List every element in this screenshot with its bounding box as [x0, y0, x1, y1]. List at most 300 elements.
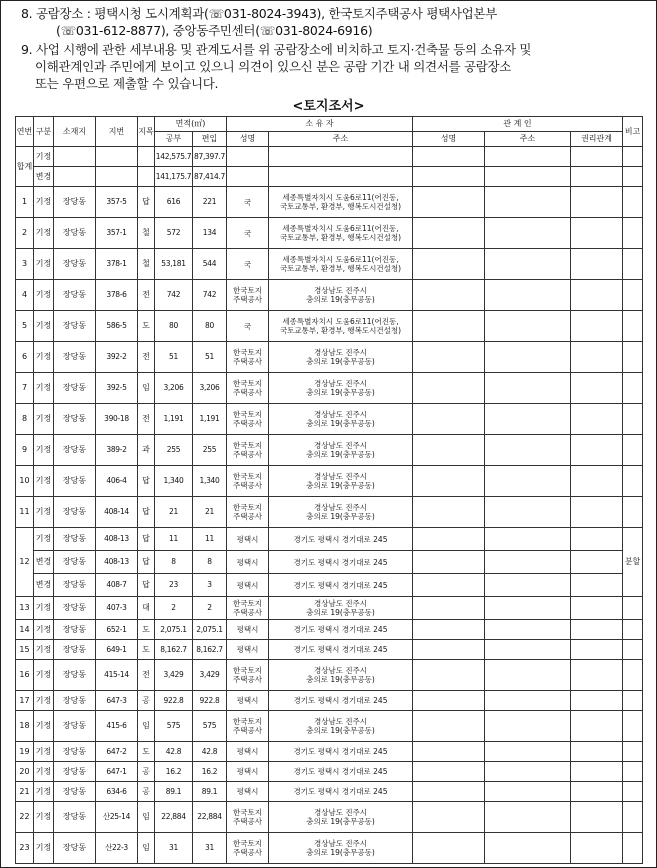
- row-owner-address: 경상남도 진주시 충의로 19(충무공동): [269, 466, 413, 497]
- row-type: 기정: [34, 640, 54, 660]
- row-interested-rights: [571, 833, 623, 864]
- row-interested-address: [485, 640, 571, 660]
- table-row: [16, 497, 643, 528]
- table-row: [16, 187, 643, 218]
- row-remarks: [623, 691, 643, 711]
- row-remarks: [623, 218, 643, 249]
- notice-9-line-1: 9. 사업 시행에 관한 세부내용 및 관계도서를 위 공람장소에 비치하고 토지·건축물 등의 소유자 및: [21, 42, 532, 57]
- row-area-official: 23: [155, 574, 193, 597]
- row-interested-rights: [571, 640, 623, 660]
- row-interested-rights: [571, 691, 623, 711]
- row-owner-name: 한국토지 주택공사: [227, 342, 269, 373]
- row-area-official: 742: [155, 280, 193, 311]
- row-interested-name: [413, 833, 485, 864]
- row-lot: 392-5: [96, 373, 138, 404]
- row-interested-rights: [571, 280, 623, 311]
- row-area-official: 2: [155, 597, 193, 620]
- row-interested-address: [485, 373, 571, 404]
- row-owner-address: 경기도 평택시 경기대로 245: [269, 640, 413, 660]
- row-serial: 5: [16, 311, 34, 342]
- row-area-official: 21: [155, 497, 193, 528]
- row-area-incorporated: 3,206: [193, 373, 227, 404]
- row-lot: 406-4: [96, 466, 138, 497]
- row-lot: 산25-14: [96, 802, 138, 833]
- row-category: 과: [138, 435, 155, 466]
- header-area: 면적(㎡): [155, 117, 227, 132]
- row-remarks: [623, 187, 643, 218]
- row-owner-name: 한국토지 주택공사: [227, 597, 269, 620]
- row-interested-name: [413, 311, 485, 342]
- row-area-incorporated: 22,884: [193, 802, 227, 833]
- row-type: 기정: [34, 711, 54, 742]
- row-serial: 1: [16, 187, 34, 218]
- row-area-incorporated: 575: [193, 711, 227, 742]
- row-interested-name: [413, 782, 485, 802]
- table-row: [16, 435, 643, 466]
- row-area-official: 255: [155, 435, 193, 466]
- table-row: [16, 742, 643, 762]
- row-type: 기정: [34, 404, 54, 435]
- total-type: 기정: [34, 147, 54, 167]
- row-area-incorporated: 134: [193, 218, 227, 249]
- row-area-official: 616: [155, 187, 193, 218]
- row-lot: 392-2: [96, 342, 138, 373]
- row-owner-name: 한국토지 주택공사: [227, 466, 269, 497]
- row-remarks: [623, 466, 643, 497]
- row-lot: 357-1: [96, 218, 138, 249]
- row-area-official: 22,884: [155, 802, 193, 833]
- row-location: 장당동: [54, 187, 96, 218]
- table-row: [16, 691, 643, 711]
- row-category: 대: [138, 597, 155, 620]
- row-area-incorporated: 544: [193, 249, 227, 280]
- table-row: [16, 311, 643, 342]
- row-serial: 23: [16, 833, 34, 864]
- row-remarks: [623, 497, 643, 528]
- row-type: 기정: [34, 311, 54, 342]
- row-area-incorporated: 8: [193, 551, 227, 574]
- row-owner-name: 한국토지 주택공사: [227, 280, 269, 311]
- row-lot: 408-13: [96, 551, 138, 574]
- row-type: 기정: [34, 373, 54, 404]
- row-interested-name: [413, 711, 485, 742]
- row-serial: 6: [16, 342, 34, 373]
- row-type: 기정: [34, 249, 54, 280]
- row-remarks: [623, 782, 643, 802]
- row-owner-address: 경기도 평택시 경기대로 245: [269, 528, 413, 551]
- row-interested-name: [413, 187, 485, 218]
- table-row: [16, 466, 643, 497]
- row-area-official: 3,206: [155, 373, 193, 404]
- row-lot: 378-1: [96, 249, 138, 280]
- row-owner-address: 세종특별자치시 도움6로11(어진동, 국토교통부, 환경부, 행복도시건설청): [269, 218, 413, 249]
- total-row-existing: [16, 147, 643, 167]
- row-owner-address: 경상남도 진주시 충의로 19(충무공동): [269, 404, 413, 435]
- row-owner-name: 한국토지 주택공사: [227, 833, 269, 864]
- row-type: 기정: [34, 280, 54, 311]
- row-owner-name: 평택시: [227, 691, 269, 711]
- row-category: 임: [138, 373, 155, 404]
- row-serial: 16: [16, 660, 34, 691]
- row-area-incorporated: 16.2: [193, 762, 227, 782]
- row-location: 장당동: [54, 640, 96, 660]
- row-location: 장당동: [54, 466, 96, 497]
- row-interested-rights: [571, 711, 623, 742]
- row-lot: 산22-3: [96, 833, 138, 864]
- table-row: [16, 342, 643, 373]
- row-location: 장당동: [54, 528, 96, 551]
- row-interested-name: [413, 742, 485, 762]
- row-owner-name: 평택시: [227, 762, 269, 782]
- row-owner-address: 경상남도 진주시 충의로 19(충무공동): [269, 435, 413, 466]
- row-area-incorporated: 89.1: [193, 782, 227, 802]
- row-location: 장당동: [54, 660, 96, 691]
- row-owner-name: 평택시: [227, 528, 269, 551]
- row-area-official: 89.1: [155, 782, 193, 802]
- row-location: 장당동: [54, 802, 96, 833]
- row-owner-name: 국: [227, 249, 269, 280]
- land-survey-body: [16, 147, 643, 864]
- row-serial: 7: [16, 373, 34, 404]
- row-location: 장당동: [54, 404, 96, 435]
- row-category: 답: [138, 551, 155, 574]
- header-type: 구분: [34, 117, 54, 147]
- row-area-official: 2,075.1: [155, 620, 193, 640]
- row-serial: 19: [16, 742, 34, 762]
- total-type: 변경: [34, 167, 54, 187]
- row-owner-address: 경기도 평택시 경기대로 245: [269, 782, 413, 802]
- row-interested-name: [413, 802, 485, 833]
- row-interested-name: [413, 497, 485, 528]
- total-area-official: 141,175.7: [155, 167, 193, 187]
- row-remarks: [623, 311, 643, 342]
- row-owner-name: 국: [227, 187, 269, 218]
- table-row: [16, 802, 643, 833]
- row-lot: 649-1: [96, 640, 138, 660]
- row-category: 공: [138, 762, 155, 782]
- row-area-official: 11: [155, 528, 193, 551]
- header-interested-party: 관 계 인: [413, 117, 623, 132]
- row-interested-address: [485, 187, 571, 218]
- row-category: 도: [138, 311, 155, 342]
- row-area-official: 53,181: [155, 249, 193, 280]
- table-row: [16, 528, 643, 551]
- row-lot: 647-3: [96, 691, 138, 711]
- row-interested-address: [485, 574, 571, 597]
- row-area-official: 42.8: [155, 742, 193, 762]
- row-type: 기정: [34, 466, 54, 497]
- header-area-incorporated: 편입: [193, 132, 227, 147]
- row-owner-address: 경상남도 진주시 충의로 19(충무공동): [269, 280, 413, 311]
- table-row: [16, 373, 643, 404]
- row-interested-rights: [571, 311, 623, 342]
- row-type: 기정: [34, 691, 54, 711]
- row-area-official: 575: [155, 711, 193, 742]
- row-interested-address: [485, 597, 571, 620]
- row-location: 장당동: [54, 597, 96, 620]
- row-remarks: [623, 742, 643, 762]
- row-area-official: 3,429: [155, 660, 193, 691]
- row-interested-rights: [571, 218, 623, 249]
- row-location: 장당동: [54, 742, 96, 762]
- row-interested-rights: [571, 528, 623, 551]
- row-serial: 14: [16, 620, 34, 640]
- row-lot: 586-5: [96, 311, 138, 342]
- row-category: 공: [138, 691, 155, 711]
- row-type: 기정: [34, 435, 54, 466]
- row-interested-rights: [571, 187, 623, 218]
- row-owner-name: 한국토지 주택공사: [227, 802, 269, 833]
- row-lot: 407-3: [96, 597, 138, 620]
- header-serial: 연번: [16, 117, 34, 147]
- row-category: 철: [138, 218, 155, 249]
- row-owner-name: 평택시: [227, 782, 269, 802]
- row-interested-name: [413, 574, 485, 597]
- table-row: [16, 620, 643, 640]
- row-interested-name: [413, 435, 485, 466]
- row-remarks: [623, 435, 643, 466]
- row-owner-address: 경상남도 진주시 충의로 19(충무공동): [269, 660, 413, 691]
- row-interested-address: [485, 711, 571, 742]
- row-area-official: 16.2: [155, 762, 193, 782]
- row-category: 답: [138, 497, 155, 528]
- row-interested-rights: [571, 342, 623, 373]
- row-interested-rights: [571, 742, 623, 762]
- row-category: 임: [138, 711, 155, 742]
- row-interested-address: [485, 249, 571, 280]
- row-remarks: [623, 280, 643, 311]
- row-remarks: 분할: [623, 528, 643, 597]
- row-remarks: [623, 249, 643, 280]
- row-area-incorporated: 21: [193, 497, 227, 528]
- row-interested-name: [413, 466, 485, 497]
- row-area-incorporated: 51: [193, 342, 227, 373]
- row-interested-address: [485, 782, 571, 802]
- notice-9-line-3: 또는 우편으로 제출할 수 있습니다.: [35, 76, 219, 91]
- row-category: 답: [138, 574, 155, 597]
- row-area-incorporated: 3,429: [193, 660, 227, 691]
- row-interested-name: [413, 280, 485, 311]
- header-interested-address: 주소: [485, 132, 571, 147]
- table-row: [16, 660, 643, 691]
- row-location: 장당동: [54, 762, 96, 782]
- row-owner-name: 한국토지 주택공사: [227, 497, 269, 528]
- row-location: 장당동: [54, 218, 96, 249]
- header-area-official: 공부: [155, 132, 193, 147]
- row-interested-rights: [571, 782, 623, 802]
- row-interested-address: [485, 497, 571, 528]
- row-owner-name: 평택시: [227, 551, 269, 574]
- total-area-incorporated: 87,414.7: [193, 167, 227, 187]
- land-survey-title: <토지조서>: [292, 99, 365, 114]
- row-owner-address: 경상남도 진주시 충의로 19(충무공동): [269, 597, 413, 620]
- row-interested-rights: [571, 497, 623, 528]
- row-serial: 3: [16, 249, 34, 280]
- row-interested-name: [413, 528, 485, 551]
- row-lot: 652-1: [96, 620, 138, 640]
- row-category: 답: [138, 466, 155, 497]
- row-remarks: [623, 640, 643, 660]
- row-interested-address: [485, 218, 571, 249]
- row-area-official: 8,162.7: [155, 640, 193, 660]
- row-area-official: 8: [155, 551, 193, 574]
- row-lot: 408-14: [96, 497, 138, 528]
- notice-item-8: [1, 5, 656, 39]
- row-serial: 21: [16, 782, 34, 802]
- table-row: [16, 551, 643, 574]
- row-area-official: 1,340: [155, 466, 193, 497]
- row-owner-address: 경상남도 진주시 충의로 19(충무공동): [269, 373, 413, 404]
- row-area-official: 80: [155, 311, 193, 342]
- row-interested-name: [413, 373, 485, 404]
- row-owner-address: 경상남도 진주시 충의로 19(충무공동): [269, 833, 413, 864]
- row-interested-address: [485, 311, 571, 342]
- row-interested-rights: [571, 620, 623, 640]
- row-lot: 390-18: [96, 404, 138, 435]
- row-remarks: [623, 711, 643, 742]
- row-lot: 408-13: [96, 528, 138, 551]
- row-owner-name: 국: [227, 311, 269, 342]
- row-category: 철: [138, 249, 155, 280]
- row-interested-rights: [571, 762, 623, 782]
- land-survey-table: [15, 116, 643, 864]
- row-serial: 17: [16, 691, 34, 711]
- row-remarks: [623, 802, 643, 833]
- total-row-changed: [16, 167, 643, 187]
- header-owner: 소 유 자: [227, 117, 413, 132]
- row-interested-rights: [571, 660, 623, 691]
- table-row: [16, 711, 643, 742]
- row-owner-name: 평택시: [227, 574, 269, 597]
- row-location: 장당동: [54, 711, 96, 742]
- row-serial: 11: [16, 497, 34, 528]
- row-area-incorporated: 1,191: [193, 404, 227, 435]
- row-type: 기정: [34, 833, 54, 864]
- row-interested-address: [485, 551, 571, 574]
- row-remarks: [623, 342, 643, 373]
- row-interested-rights: [571, 249, 623, 280]
- table-row: [16, 833, 643, 864]
- row-serial: 12: [16, 528, 34, 597]
- row-remarks: [623, 660, 643, 691]
- row-interested-rights: [571, 404, 623, 435]
- row-type: 기정: [34, 742, 54, 762]
- row-owner-name: 국: [227, 218, 269, 249]
- row-interested-rights: [571, 466, 623, 497]
- row-area-official: 572: [155, 218, 193, 249]
- row-interested-name: [413, 691, 485, 711]
- header-owner-name: 성명: [227, 132, 269, 147]
- row-area-official: 51: [155, 342, 193, 373]
- row-location: 장당동: [54, 574, 96, 597]
- row-interested-name: [413, 218, 485, 249]
- row-serial: 18: [16, 711, 34, 742]
- row-remarks: [623, 597, 643, 620]
- row-interested-name: [413, 249, 485, 280]
- row-serial: 2: [16, 218, 34, 249]
- total-area-official: 142,575.7: [155, 147, 193, 167]
- header-location: 소재지: [54, 117, 96, 147]
- table-row: [16, 249, 643, 280]
- row-location: 장당동: [54, 620, 96, 640]
- row-type: 기정: [34, 497, 54, 528]
- table-row: [16, 597, 643, 620]
- row-type: 기정: [34, 187, 54, 218]
- notice-9-line-2: 이해관계인과 주민에게 보이고 있으니 의견이 있으신 분은 공람 기간 내 의견서를 공람장소: [35, 59, 512, 74]
- row-area-incorporated: 8,162.7: [193, 640, 227, 660]
- row-serial: 9: [16, 435, 34, 466]
- row-area-official: 31: [155, 833, 193, 864]
- row-interested-name: [413, 660, 485, 691]
- row-lot: 415-14: [96, 660, 138, 691]
- row-area-incorporated: 42.8: [193, 742, 227, 762]
- row-location: 장당동: [54, 497, 96, 528]
- row-category: 답: [138, 187, 155, 218]
- row-interested-address: [485, 742, 571, 762]
- row-location: 장당동: [54, 691, 96, 711]
- row-area-incorporated: 922.8: [193, 691, 227, 711]
- row-owner-name: 한국토지 주택공사: [227, 404, 269, 435]
- row-owner-name: 평택시: [227, 640, 269, 660]
- row-type: 변경: [34, 574, 54, 597]
- row-owner-address: 세종특별자치시 도움6로11(어진동, 국토교통부, 환경부, 행복도시건설청): [269, 311, 413, 342]
- row-remarks: [623, 762, 643, 782]
- row-owner-address: 경상남도 진주시 충의로 19(충무공동): [269, 802, 413, 833]
- row-interested-address: [485, 528, 571, 551]
- row-serial: 15: [16, 640, 34, 660]
- table-row: [16, 404, 643, 435]
- row-lot: 408-7: [96, 574, 138, 597]
- row-area-incorporated: 221: [193, 187, 227, 218]
- row-category: 전: [138, 280, 155, 311]
- row-area-incorporated: 11: [193, 528, 227, 551]
- row-location: 장당동: [54, 311, 96, 342]
- row-category: 임: [138, 833, 155, 864]
- row-area-incorporated: 2,075.1: [193, 620, 227, 640]
- header-remarks: 비고: [623, 117, 643, 147]
- notice-8-line-1: 8. 공람장소 : 평택시청 도시계획과(☏031-8024-3943), 한국토지주택공사 평택사업본부: [21, 6, 497, 21]
- row-interested-rights: [571, 597, 623, 620]
- row-area-incorporated: 1,340: [193, 466, 227, 497]
- row-type: 기정: [34, 660, 54, 691]
- total-label: 합계: [16, 147, 34, 187]
- row-location: 장당동: [54, 551, 96, 574]
- row-serial: 13: [16, 597, 34, 620]
- row-serial: 22: [16, 802, 34, 833]
- row-interested-rights: [571, 551, 623, 574]
- row-owner-address: 세종특별자치시 도움6로11(어진동, 국토교통부, 환경부, 행복도시건설청): [269, 249, 413, 280]
- row-interested-address: [485, 342, 571, 373]
- row-area-incorporated: 255: [193, 435, 227, 466]
- row-interested-name: [413, 597, 485, 620]
- row-owner-address: 세종특별자치시 도움6로11(어진동, 국토교통부, 환경부, 행복도시건설청): [269, 187, 413, 218]
- row-remarks: [623, 404, 643, 435]
- row-type: 기정: [34, 620, 54, 640]
- table-row: [16, 574, 643, 597]
- row-interested-name: [413, 620, 485, 640]
- row-location: 장당동: [54, 249, 96, 280]
- row-owner-name: 평택시: [227, 620, 269, 640]
- row-type: 기정: [34, 597, 54, 620]
- row-owner-address: 경상남도 진주시 충의로 19(충무공동): [269, 711, 413, 742]
- row-owner-address: 경상남도 진주시 충의로 19(충무공동): [269, 497, 413, 528]
- header-interested-name: 성명: [413, 132, 485, 147]
- table-row: [16, 762, 643, 782]
- row-interested-address: [485, 762, 571, 782]
- row-interested-address: [485, 404, 571, 435]
- row-owner-address: 경상남도 진주시 충의로 19(충무공동): [269, 342, 413, 373]
- row-serial: 20: [16, 762, 34, 782]
